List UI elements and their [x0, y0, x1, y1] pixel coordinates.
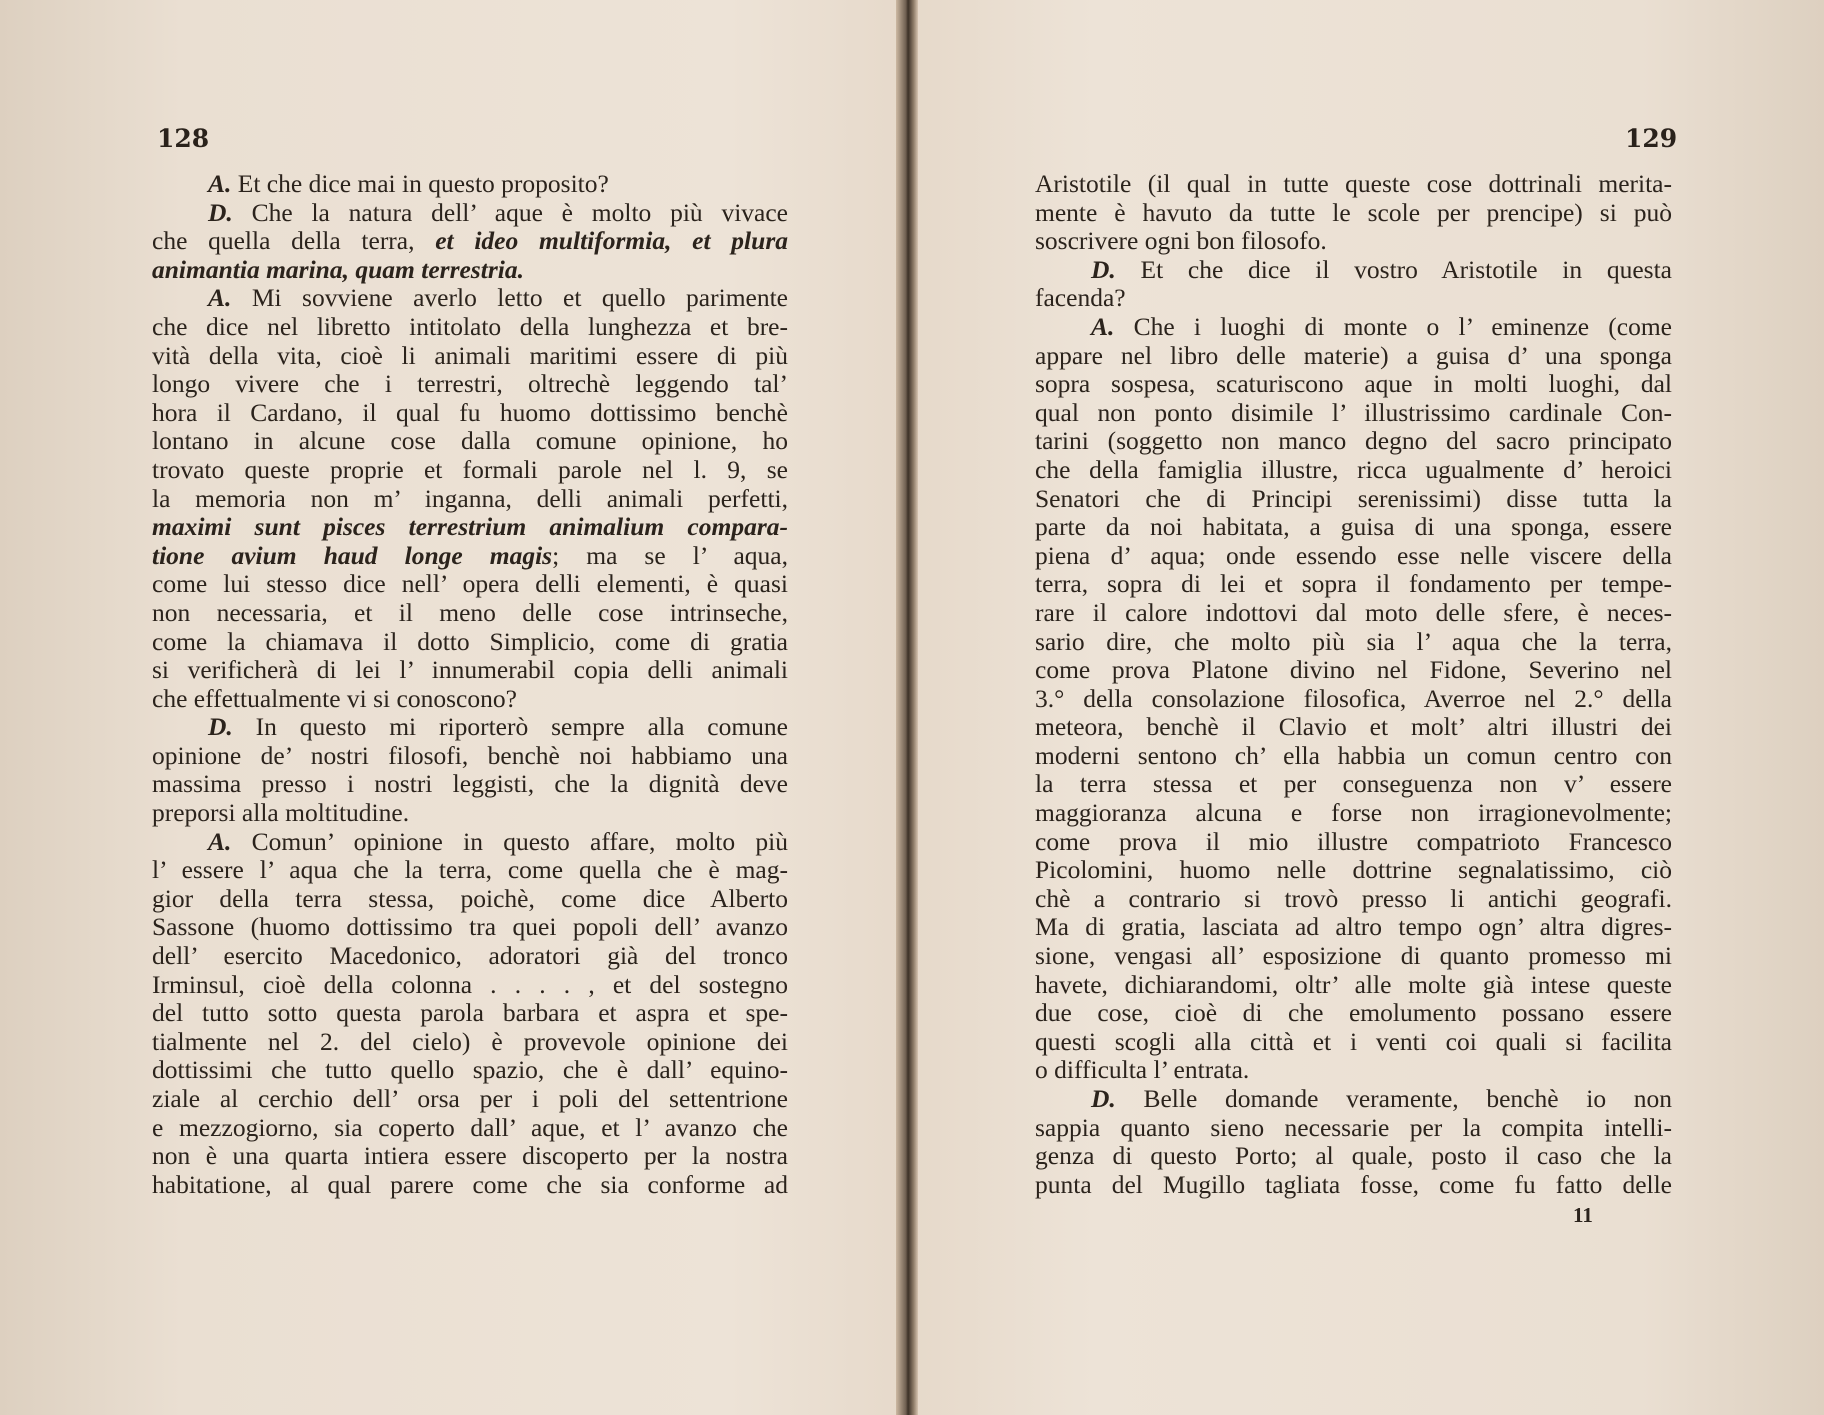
text-line — [1035, 256, 1672, 285]
text-line — [1035, 913, 1672, 942]
text-line — [1035, 713, 1672, 742]
line-text: che dice nel libretto intitolato della lunghezza et bre- — [152, 311, 788, 341]
line-text: non è una quarta intiera essere discoperto per la nostra — [152, 1141, 788, 1171]
line-text: due cose, cioè di che emolumento possano essere — [1035, 998, 1672, 1028]
text-line — [152, 456, 788, 485]
text-line — [1035, 342, 1672, 371]
line-text: Che la natura dell’ aque è molto più vivace — [232, 197, 788, 227]
line-text: Aristotile (il qual in tutte queste cose dottrinali merita- — [1035, 169, 1672, 198]
line-text: mente è havuto da tutte le scole per prencipe) si può — [1035, 197, 1672, 227]
speaker-label: A. — [1091, 311, 1115, 341]
line-text: Ma di gratia, lasciata ad altro tempo ogn’ altra digres- — [1035, 912, 1672, 942]
text-line — [1035, 685, 1672, 714]
line-text: come lui stesso dice nell’ opera delli elementi, è quasi — [152, 569, 788, 599]
line-text: preporsi alla moltitudine. — [152, 798, 410, 828]
text-line — [1035, 999, 1672, 1028]
text-line — [152, 1142, 788, 1171]
text-line — [152, 1114, 788, 1143]
text-line — [152, 628, 788, 657]
text-line — [152, 313, 788, 342]
text-line — [1035, 313, 1672, 342]
text-line — [1035, 1028, 1672, 1057]
line-text: chè a contrario si trovò presso li antichi geografi. — [1035, 883, 1672, 913]
text-line — [1035, 770, 1672, 799]
speaker-label: A. — [208, 826, 232, 856]
line-text: havete, dichiarandomi, oltr’ alle molte già intese queste — [1035, 969, 1672, 999]
line-text: questi scogli alla città et i venti coi quali si facilita — [1035, 1026, 1672, 1056]
line-text: soscrivere ogni bon filosofo. — [1035, 226, 1327, 256]
text-line — [152, 599, 788, 628]
text-line — [152, 1171, 788, 1200]
line-text: 3.° della consolazione filosofica, Averroe nel 2.° della — [1035, 683, 1672, 713]
line-text: massima presso i nostri leggisti, che la dignità deve — [152, 769, 788, 799]
line-text: punta del Mugillo tagliata fosse, come fu fatto delle — [1035, 1169, 1672, 1199]
text-line — [152, 256, 788, 285]
line-text: ziale al cerchio dell’ orsa per i poli del settentrione — [152, 1084, 788, 1113]
text-line — [152, 485, 788, 514]
line-text: habitatione, al qual parere come che sia conforme ad — [152, 1169, 788, 1199]
text-line — [1035, 971, 1672, 1000]
text-line — [152, 656, 788, 685]
right-text-block — [1035, 170, 1672, 1199]
latin-quote: et ideo multiformia, et plura — [435, 226, 788, 256]
text-line — [1035, 170, 1672, 199]
text-line — [152, 227, 788, 256]
text-line — [152, 999, 788, 1028]
line-text: facenda? — [1035, 283, 1126, 313]
text-line — [152, 913, 788, 942]
line-text: la memoria non m’ inganna, delli animali perfetti, — [152, 483, 788, 513]
text-line — [1035, 1142, 1672, 1171]
text-line — [1035, 1056, 1672, 1085]
line-text: hora il Cardano, il qual fu huomo dottissimo benchè — [152, 397, 788, 427]
text-line — [152, 1085, 788, 1114]
line-text: gior della terra stessa, poichè, come dice Alberto — [152, 883, 788, 913]
line-text: o difficulta l’ entrata. — [1035, 1055, 1250, 1085]
text-line — [1035, 885, 1672, 914]
line-text: rare il calore indottovi dal moto delle sfere, è neces- — [1035, 597, 1672, 627]
text-line — [1035, 427, 1672, 456]
text-line — [1035, 1085, 1672, 1114]
speaker-label: A. — [208, 283, 232, 313]
text-line — [152, 370, 788, 399]
text-line — [1035, 542, 1672, 571]
text-line — [152, 570, 788, 599]
line-text: sario dire, che molto più sia l’ aqua che la terra, — [1035, 626, 1672, 656]
left-text-block — [152, 170, 788, 1199]
line-text: opinione de’ nostri filosofi, benchè noi habbiamo una — [152, 740, 788, 770]
page-number: 128 — [157, 124, 210, 153]
line-text: tarini (soggetto non manco degno del sacro principato — [1035, 426, 1672, 456]
text-line — [152, 199, 788, 228]
speaker-label: D. — [1091, 254, 1116, 284]
text-line — [152, 713, 788, 742]
text-line — [1035, 599, 1672, 628]
signature-mark: 11 — [1573, 1203, 1593, 1227]
speaker-label: D. — [1091, 1084, 1116, 1113]
speaker-label: A. — [208, 169, 232, 198]
text-line — [1035, 399, 1672, 428]
line-text: maggioranza alcuna e forse non irragionevolmente; — [1035, 798, 1672, 828]
book-gutter — [896, 0, 918, 1415]
line-text: parte da noi habitata, a guisa di una sponga, essere — [1035, 512, 1672, 542]
line-text: dell’ esercito Macedonico, adoratori già del tronco — [152, 941, 788, 971]
text-line — [1035, 227, 1672, 256]
line-text: come prova Platone divino nel Fidone, Severino nel — [1035, 655, 1672, 685]
line-text: qual non ponto disimile l’ illustrissimo cardinale Con- — [1035, 397, 1672, 427]
text-line — [152, 427, 788, 456]
text-line — [152, 399, 788, 428]
text-line — [152, 828, 788, 857]
line-text: piena d’ aqua; onde essendo esse nelle viscere della — [1035, 540, 1672, 570]
line-text: moderni sentono ch’ ella habbia un comun centro con — [1035, 740, 1672, 770]
line-text: e mezzogiorno, sia coperto dall’ aque, et l’ avanzo che — [152, 1112, 788, 1142]
line-text: dottissimi che tutto quello spazio, che è dall’ equino- — [152, 1055, 788, 1085]
text-line — [1035, 856, 1672, 885]
line-text: Belle domande veramente, benchè io non — [1115, 1084, 1672, 1113]
line-text: del tutto sotto questa parola barbara et aspra et spe- — [152, 998, 788, 1028]
line-text: lontano in alcune cose dalla comune opinione, ho — [152, 426, 788, 456]
line-text: Et che dice il vostro Aristotile in questa — [1115, 254, 1672, 284]
text-line — [1035, 284, 1672, 313]
text-line — [1035, 656, 1672, 685]
line-text: longo vivere che i terrestri, oltrechè leggendo tal’ — [152, 369, 788, 399]
line-text: meteora, benchè il Clavio et molt’ altri illustri dei — [1035, 712, 1672, 742]
speaker-label: D. — [208, 197, 233, 227]
text-line — [152, 170, 788, 199]
line-text: Comun’ opinione in questo affare, molto più — [231, 826, 788, 856]
text-line — [152, 799, 788, 828]
line-text: Senatori che di Principi serenissimi) disse tutta la — [1035, 483, 1672, 513]
text-line — [1035, 1114, 1672, 1143]
latin-quote: maximi sunt pisces terrestrium animalium compara- — [152, 512, 788, 542]
line-text: trovato queste proprie et formali parole nel l. 9, se — [152, 454, 788, 484]
page-number: 129 — [1625, 124, 1678, 153]
line-text: che effettualmente vi si conoscono? — [152, 683, 517, 713]
line-text: l’ essere l’ aqua che la terra, come quella che è mag- — [152, 855, 788, 885]
text-line — [152, 971, 788, 1000]
text-line — [152, 856, 788, 885]
line-text: sione, vengasi all’ esposizione di quanto promesso mi — [1035, 941, 1672, 971]
text-line — [1035, 370, 1672, 399]
line-text: che della famiglia illustre, ricca ugualmente d’ heroici — [1035, 454, 1672, 484]
line-text: la terra stessa et per conseguenza non v’ essere — [1035, 769, 1672, 799]
line-text: genza di questo Porto; al quale, posto il caso che la — [1035, 1141, 1672, 1171]
latin-quote: animantia marina, quam terrestria. — [152, 254, 524, 284]
text-line — [1035, 942, 1672, 971]
line-text: Et che dice mai in questo proposito? — [231, 169, 609, 198]
line-text: si verificherà di lei l’ innumerabil copia delli animali — [152, 655, 788, 685]
left-page — [0, 0, 896, 1415]
line-text: sappia quanto sieno necessarie per la compita intelli- — [1035, 1112, 1672, 1142]
text-line — [152, 342, 788, 371]
text-line — [1035, 570, 1672, 599]
text-line — [152, 942, 788, 971]
text-line — [1035, 828, 1672, 857]
line-text: In questo mi riporterò sempre alla comune — [232, 712, 788, 742]
text-line — [152, 885, 788, 914]
text-line — [1035, 1171, 1672, 1200]
line-text: Sassone (huomo dottissimo tra quei popoli dell’ avanzo — [152, 912, 788, 942]
text-line — [152, 1056, 788, 1085]
text-line — [152, 513, 788, 542]
text-line — [1035, 628, 1672, 657]
line-text: che quella della terra, — [152, 226, 436, 256]
line-text: tialmente nel 2. del cielo) è provevole opinione dei — [152, 1026, 788, 1056]
line-text: ; ma se l’ aqua, — [552, 540, 788, 570]
line-text: appare nel libro delle materie) a guisa d’ una sponga — [1035, 340, 1672, 370]
text-line — [1035, 199, 1672, 228]
line-text: Che i luoghi di monte o l’ eminenze (come — [1114, 311, 1672, 341]
line-text: Mi sovviene averlo letto et quello parimente — [231, 283, 788, 313]
text-line — [1035, 799, 1672, 828]
text-line — [1035, 513, 1672, 542]
text-line — [1035, 456, 1672, 485]
latin-quote: tione avium haud longe magis — [152, 540, 553, 570]
line-text: sopra sospesa, scaturiscono aque in molti luoghi, dal — [1035, 369, 1672, 399]
line-text: Irminsul, cioè della colonna . . . . , et del sostegno — [152, 969, 788, 999]
text-line — [152, 685, 788, 714]
right-page — [918, 0, 1824, 1415]
line-text: come prova il mio illustre compatrioto Francesco — [1035, 826, 1672, 856]
text-line — [152, 1028, 788, 1057]
speaker-label: D. — [208, 712, 233, 742]
line-text: Picolomini, huomo nelle dottrine segnalatissimo, ciò — [1035, 855, 1672, 885]
line-text: vità della vita, cioè li animali maritimi essere di più — [152, 340, 788, 370]
text-line — [1035, 485, 1672, 514]
line-text: come la chiamava il dotto Simplicio, come di gratia — [152, 626, 788, 656]
text-line — [152, 284, 788, 313]
text-line — [152, 770, 788, 799]
text-line — [152, 742, 788, 771]
line-text: non necessaria, et il meno delle cose intrinseche, — [152, 597, 788, 627]
line-text: terra, sopra di lei et sopra il fondamento per tempe- — [1035, 569, 1672, 599]
text-line — [152, 542, 788, 571]
text-line — [1035, 742, 1672, 771]
